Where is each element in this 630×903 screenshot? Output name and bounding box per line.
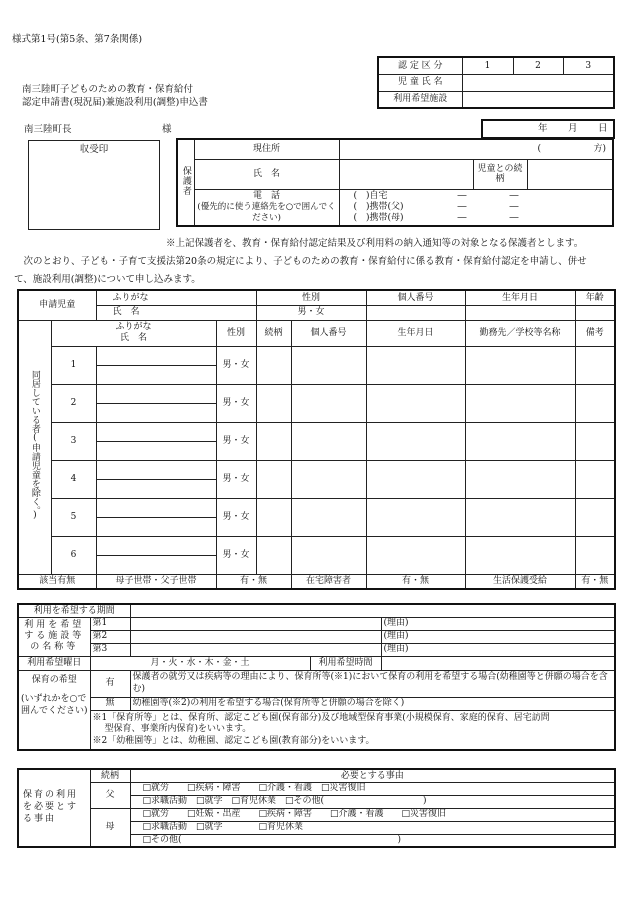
household-row-number: 6 (51, 536, 96, 574)
row-name-field[interactable] (96, 555, 216, 574)
days-value[interactable]: 月・火・水・木・金・土 (90, 656, 310, 670)
days-label: 利用希望曜日 (18, 656, 90, 670)
row-id-field[interactable] (291, 536, 366, 574)
household-row-number: 3 (51, 422, 96, 460)
cert-label: 認 定 区 分 (378, 57, 462, 74)
household-side-label: 同居している者(申請児童を除く。) (18, 320, 51, 574)
applicant-gender-label: 性別 (256, 290, 366, 305)
usage-table (17, 603, 616, 751)
choice-1-reason[interactable]: (理由) (381, 617, 615, 630)
choice-2-field[interactable] (130, 630, 381, 643)
reason-table (17, 768, 616, 848)
row-name-field[interactable] (96, 403, 216, 422)
row-furigana-field[interactable] (96, 384, 216, 403)
period-label: 利用を希望する期間 (18, 604, 130, 617)
status-welfare-yn[interactable]: 有・無 (575, 574, 615, 589)
applicant-birth-label: 生年月日 (465, 290, 575, 305)
row-birth-field[interactable] (366, 346, 465, 384)
row-relation-field[interactable] (256, 498, 291, 536)
row-gender-value[interactable]: 男・女 (216, 536, 256, 574)
row-birth-field[interactable] (366, 498, 465, 536)
row-relation-field[interactable] (256, 460, 291, 498)
reason-required-header: 必要とする事由 (130, 769, 615, 782)
row-furigana-field[interactable] (96, 422, 216, 441)
row-furigana-field[interactable] (96, 346, 216, 365)
row-name-field[interactable] (96, 479, 216, 498)
household-relation-header: 続柄 (256, 320, 291, 346)
phone-mother: ( )携帯(母) (353, 212, 404, 223)
row-relation-field[interactable] (256, 346, 291, 384)
row-gender-value[interactable]: 男・女 (216, 422, 256, 460)
row-relation-field[interactable] (256, 384, 291, 422)
reason-relation-header: 続柄 (90, 769, 130, 782)
row-note-field[interactable] (575, 536, 615, 574)
choice-3-label: 第3 (90, 643, 130, 656)
phone-father: ( )携帯(父) (353, 201, 404, 212)
address-field[interactable]: ( 方) (339, 139, 613, 159)
applicant-label: 申請児童 (18, 290, 96, 320)
row-work-field[interactable] (465, 498, 575, 536)
applicant-furigana-label: ふりがな (96, 290, 256, 305)
row-gender-value[interactable]: 男・女 (216, 498, 256, 536)
applicant-id-field[interactable] (366, 305, 465, 320)
form-title-line1: 南三陸町子どものための教育・保育給付 (22, 84, 194, 95)
row-relation-field[interactable] (256, 422, 291, 460)
choice-1-field[interactable] (130, 617, 381, 630)
form-title-line2: 認定申請書(現況届)兼施設利用(調整)申込書 (22, 97, 208, 108)
facility-choice-label: 利用を希望する施設等の名称等 (18, 617, 90, 656)
applicant-age-label: 年齢 (575, 290, 615, 305)
row-note-field[interactable] (575, 346, 615, 384)
cert-opt-3[interactable]: 3 (563, 57, 614, 74)
choice-3-reason[interactable]: (理由) (381, 643, 615, 656)
row-birth-field[interactable] (366, 460, 465, 498)
status-disabled-label: 在宅障害者 (291, 574, 366, 589)
cert-opt-2[interactable]: 2 (513, 57, 563, 74)
hope-no-text: 幼稚園等(※2)の利用を希望する場合(保育所等と併願の場合を除く) (130, 697, 615, 710)
row-birth-field[interactable] (366, 536, 465, 574)
household-birth-header: 生年月日 (366, 320, 465, 346)
row-name-field[interactable] (96, 365, 216, 384)
row-gender-value[interactable]: 男・女 (216, 346, 256, 384)
day-label: 日 (598, 123, 608, 134)
reason-mother-label: 母 (90, 808, 130, 847)
hope-label-cell: 保育の希望 (いずれかを○で囲んでください) (18, 670, 90, 750)
row-note-field[interactable] (575, 422, 615, 460)
row-furigana-field[interactable] (96, 460, 216, 479)
hours-field[interactable] (381, 656, 615, 670)
hours-label: 利用希望時間 (310, 656, 381, 670)
address-label: 現住所 (194, 139, 339, 159)
hope-yes[interactable]: 有 (90, 670, 130, 697)
household-row-number: 5 (51, 498, 96, 536)
period-field[interactable] (130, 604, 615, 617)
applicant-birth-field[interactable] (465, 305, 575, 320)
row-work-field[interactable] (465, 422, 575, 460)
form-number: 様式第1号(第5条、第7条関係) (12, 34, 143, 45)
household-row-number: 2 (51, 384, 96, 422)
date-box[interactable] (481, 119, 615, 139)
status-single-yn[interactable]: 有・無 (216, 574, 291, 589)
reason-label: 保育の利用を必要とする事由 (18, 769, 90, 847)
row-birth-field[interactable] (366, 384, 465, 422)
household-work-header: 勤務先／学校等名称 (465, 320, 575, 346)
household-table (17, 289, 616, 590)
household-name-header: ふりがな 氏 名 (51, 320, 216, 346)
row-name-field[interactable] (96, 441, 216, 460)
name-label: 氏 名 (194, 159, 339, 189)
row-id-field[interactable] (291, 460, 366, 498)
mayor-label: 南三陸町長 (24, 124, 72, 135)
intro-line1: 次のとおり、子ども・子育て支援法第20条の規定により、子どものための教育・保育給付に係る教育・保育給付認定を申請し、併せ (14, 256, 587, 267)
household-row-number: 4 (51, 460, 96, 498)
applicant-name-label: 氏 名 (96, 305, 256, 320)
year-label: 年 (538, 123, 548, 134)
facility-field[interactable] (462, 91, 614, 108)
phone-home: ( )自宅 (353, 191, 388, 202)
guardian-name-field[interactable] (339, 159, 473, 189)
mother-options-line2[interactable]: □求職活動 □就学 □育児休業 (130, 821, 615, 834)
choice-1-label: 第1 (90, 617, 130, 630)
row-name-field[interactable] (96, 517, 216, 536)
row-work-field[interactable] (465, 536, 575, 574)
relation-field[interactable] (527, 159, 613, 189)
receipt-label: 収受印 (79, 144, 109, 155)
row-work-field[interactable] (465, 460, 575, 498)
sama-label: 様 (162, 124, 172, 135)
usage-notes: ※1「保育所等」とは、保育所、認定こども園(保育部分)及び地域型保育事業(小規模保育、家庭的保育、居宅訪問 型保育、事業所内保育)をいいます。 ※2「幼稚園等」とは、幼稚園、認定こども園(教育部分)をいいます。 (90, 710, 615, 750)
cert-opt-1[interactable]: 1 (462, 57, 513, 74)
guardian-note: ※上記保護者を、教育・保育給付認定結果及び利用料の納入通知等の対象となる保護者とします。 (166, 238, 584, 249)
household-gender-header: 性別 (216, 320, 256, 346)
facility-label: 利用希望施設 (378, 91, 462, 108)
intro-line2: て、施設利用(調整)について申し込みます。 (14, 274, 201, 285)
mother-options-line3[interactable]: □その他( ) (130, 834, 615, 847)
child-name-field[interactable] (462, 74, 614, 91)
row-furigana-field[interactable] (96, 498, 216, 517)
status-welfare-label: 生活保護受給 (465, 574, 575, 589)
household-id-header: 個人番号 (291, 320, 366, 346)
choice-2-label: 第2 (90, 630, 130, 643)
applicant-id-label: 個人番号 (366, 290, 465, 305)
phone-label-cell: 電 話 (優先的に使う連絡先を○で囲んでください) (194, 189, 339, 226)
father-options-line1[interactable]: □就労 □疾病・障害 □介護・看護 □災害復旧 (130, 782, 615, 795)
status-disabled-yn[interactable]: 有・無 (366, 574, 465, 589)
applicant-age-field[interactable] (575, 305, 615, 320)
row-id-field[interactable] (291, 346, 366, 384)
row-note-field[interactable] (575, 498, 615, 536)
father-options-line2[interactable]: □求職活動 □就学 □育児休業 □その他( ) (130, 795, 615, 808)
reason-father-label: 父 (90, 782, 130, 808)
status-applicable-label: 該当有無 (18, 574, 96, 589)
phone-options[interactable]: ( )自宅 ― ― ( )携帯(父) ― ― ( )携帯(母) ― ― (339, 189, 613, 226)
row-gender-value[interactable]: 男・女 (216, 384, 256, 422)
hope-no[interactable]: 無 (90, 697, 130, 710)
hope-yes-text: 保護者の就労又は疾病等の理由により、保育所等(※1)において保育の利用を希望する場合(幼稚園等と併願の場合を含む) (130, 670, 615, 697)
row-birth-field[interactable] (366, 422, 465, 460)
month-label: 月 (568, 123, 578, 134)
relation-label: 児童との続柄 (473, 159, 527, 189)
mother-options-line1[interactable]: □就労 □妊娠・出産 □疾病・障害 □介護・看護 □災害復旧 (130, 808, 615, 821)
row-id-field[interactable] (291, 498, 366, 536)
row-gender-value[interactable]: 男・女 (216, 460, 256, 498)
household-note-header: 備考 (575, 320, 615, 346)
guardian-side-label: 保護者 (177, 139, 194, 226)
household-row-number: 1 (51, 346, 96, 384)
row-work-field[interactable] (465, 346, 575, 384)
row-note-field[interactable] (575, 460, 615, 498)
choice-2-reason[interactable]: (理由) (381, 630, 615, 643)
cert-box (377, 56, 615, 109)
row-relation-field[interactable] (256, 536, 291, 574)
choice-3-field[interactable] (130, 643, 381, 656)
guardian-table (176, 138, 614, 227)
receipt-stamp-box (28, 140, 160, 230)
status-single-label: 母子世帯・父子世帯 (96, 574, 216, 589)
row-id-field[interactable] (291, 422, 366, 460)
row-work-field[interactable] (465, 384, 575, 422)
applicant-gender-value[interactable]: 男・女 (256, 305, 366, 320)
child-name-label: 児 童 氏 名 (378, 74, 462, 91)
row-furigana-field[interactable] (96, 536, 216, 555)
row-note-field[interactable] (575, 384, 615, 422)
row-id-field[interactable] (291, 384, 366, 422)
